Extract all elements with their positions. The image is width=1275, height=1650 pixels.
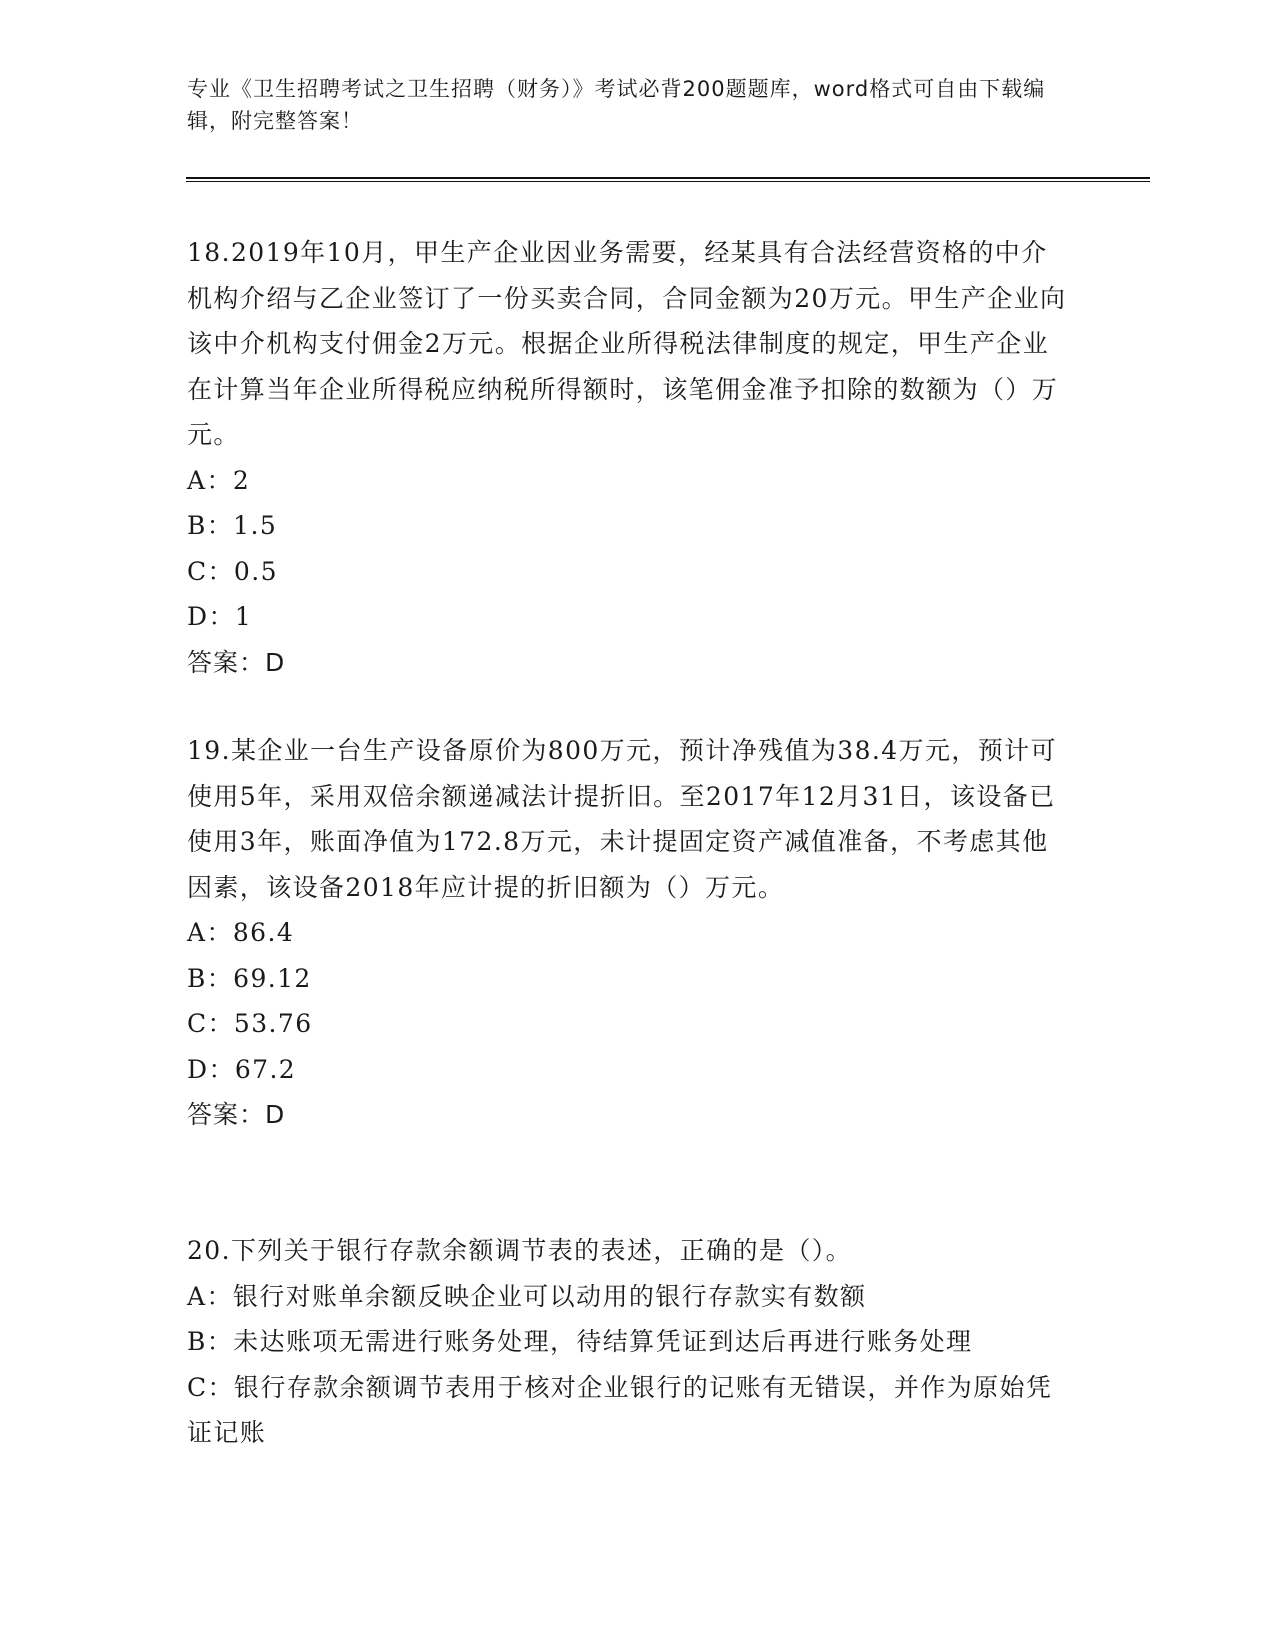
option-b: B：未达账项无需进行账务处理，待结算凭证到达后再进行账务处理 <box>187 1327 973 1356</box>
option-c: C：53.76 <box>187 1009 313 1038</box>
option-d: D：67.2 <box>187 1054 297 1084</box>
question-stem: 19.某企业一台生产设备原价为800万元，预计净残值为38.4万元，预计可使用5年，采用双倍余额递减法计提折旧。至2017年12月31日，该设备已使用3年，账面净值为172.8万元，未计提固定资产减值准备，不考虑其他因素，该设备2018年应计提的折旧额为（）万元。 <box>187 736 1057 902</box>
document-header: 专业《卫生招聘考试之卫生招聘（财务）》考试必背200题题库，word格式可自由下载编辑，附完整答案！ <box>187 77 1046 133</box>
option-a: A：86.4 <box>187 918 295 947</box>
answer: 答案：D <box>187 1100 286 1129</box>
header-divider <box>186 177 1150 182</box>
option-b: B：1.5 <box>187 511 278 540</box>
question-20 <box>187 1228 1067 1456</box>
answer: 答案：D <box>187 647 286 677</box>
option-a: A：银行对账单余额反映企业可以动用的银行存款实有数额 <box>187 1281 867 1311</box>
option-c: C：0.5 <box>187 556 278 586</box>
option-c: C：银行存款余额调节表用于核对企业银行的记账有无错误，并作为原始凭证记账 <box>187 1372 1053 1447</box>
question-stem: 18.2019年10月，甲生产企业因业务需要，经某具有合法经营资格的中介机构介绍与乙企业签订了一份买卖合同，合同金额为20万元。甲生产企业向该中介机构支付佣金2万元。根据企业所得税法律制度的规定，甲生产企业在计算当年企业所得税应纳税所得额时，该笔佣金准予扣除的数额为（）万元。 <box>187 238 1067 449</box>
question-18 <box>187 230 1067 685</box>
question-stem: 20.下列关于银行存款余额调节表的表述，正确的是（）。 <box>187 1236 853 1265</box>
option-a: A：2 <box>187 465 251 495</box>
option-d: D：1 <box>187 602 253 631</box>
option-b: B：69.12 <box>187 963 312 993</box>
question-19 <box>187 728 1067 1138</box>
